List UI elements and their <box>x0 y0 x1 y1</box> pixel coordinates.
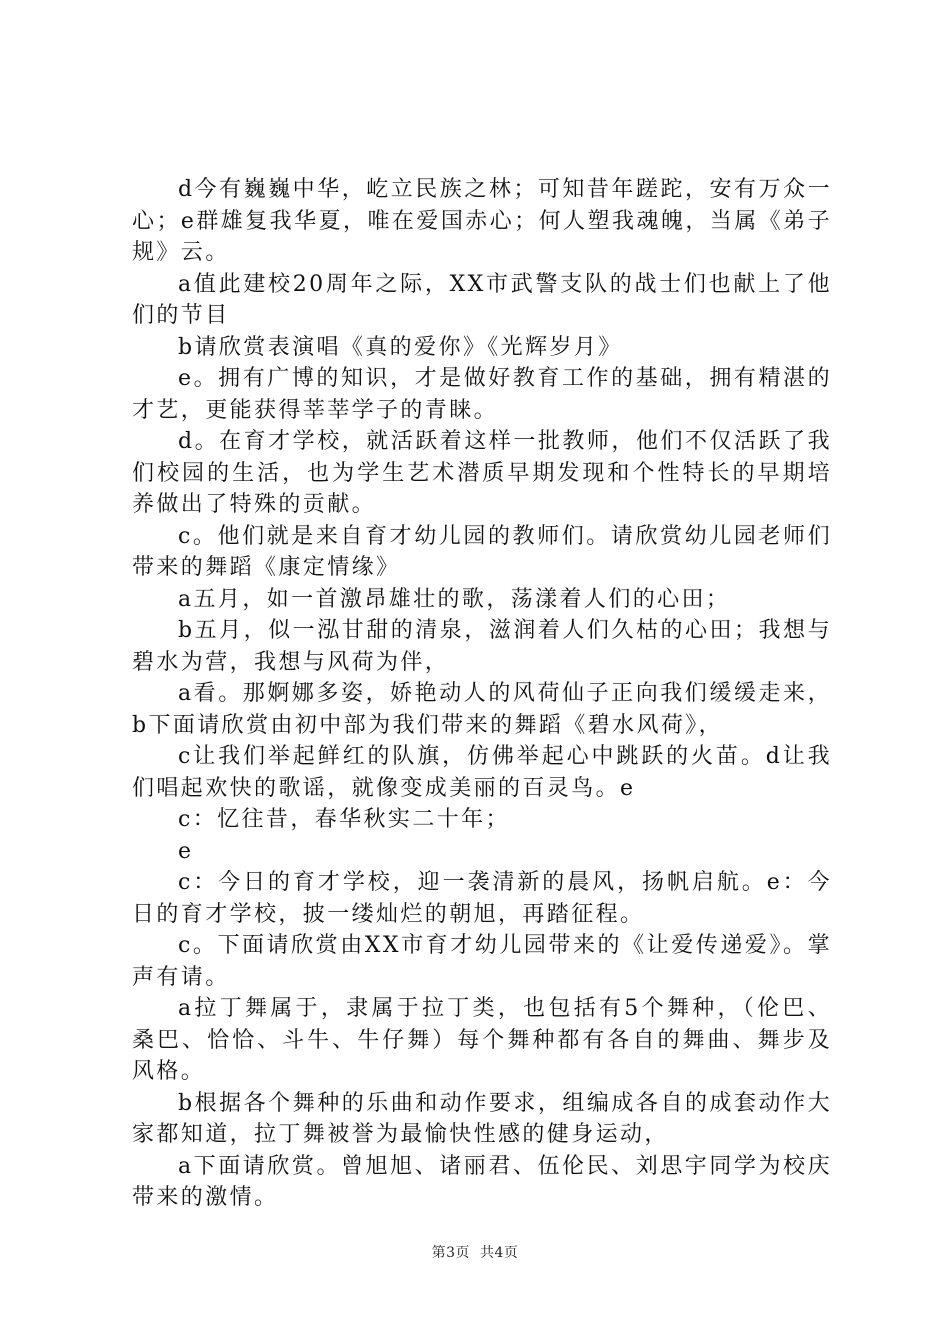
paragraph: a五月，如一首激昂雄壮的歌，荡漾着人们的心田； <box>178 586 731 612</box>
page-total: 共4页 <box>480 1245 519 1261</box>
paragraph: e <box>178 838 194 864</box>
paragraph: c。他们就是来自育才幼儿园的教师们。请欣赏幼儿园老师们带来的舞蹈《康定情缘》 <box>132 523 832 580</box>
paragraph: c：今日的育才学校，迎一袭清新的晨风，扬帆启航。e：今日的育才学校，披一缕灿烂的朝旭，再踏征程。 <box>132 870 832 927</box>
paragraph: c：忆往昔，春华秋实二十年； <box>178 807 510 832</box>
paragraph: b根据各个舞种的乐曲和动作要求，组编成各自的成套动作大家都知道，拉丁舞被誉为最愉快性感的健身运动， <box>132 1090 832 1147</box>
paragraph: b五月，似一泓甘甜的清泉，滋润着人们久枯的心田；我想与碧水为营，我想与风荷为伴， <box>132 618 832 675</box>
paragraph: a下面请欣赏。曾旭旭、诸丽君、伍伦民、刘思宇同学为校庆带来的激情。 <box>132 1153 832 1210</box>
page-footer <box>0 1242 950 1262</box>
paragraph: c让我们举起鲜红的队旗，仿佛举起心中跳跃的火苗。d让我们唱起欢快的歌谣，就像变成美丽的百灵鸟。e <box>132 744 832 801</box>
paragraph: b请欣赏表演唱《真的爱你》《光辉岁月》 <box>178 334 623 360</box>
paragraph: a值此建校20周年之际，XX市武警支队的战士们也献上了他们的节目 <box>132 271 832 328</box>
paragraph: e。拥有广博的知识，才是做好教育工作的基础，拥有精湛的才艺，更能获得莘莘学子的青睐。 <box>132 366 832 423</box>
page-number: 第3页 <box>431 1245 470 1261</box>
paragraph: a看。那婀娜多姿，娇艳动人的风荷仙子正向我们缓缓走来，b下面请欣赏由初中部为我们带来的舞蹈《碧水风荷》， <box>132 681 832 738</box>
paragraph: c。下面请欣赏由XX市育才幼儿园带来的《让爱传递爱》。掌声有请。 <box>132 933 832 990</box>
document-body <box>132 174 832 1214</box>
paragraph: d。在育才学校，就活跃着这样一批教师，他们不仅活跃了我们校园的生活，也为学生艺术潜质早期发现和个性特长的早期培养做出了特殊的贡献。 <box>132 429 832 517</box>
paragraph: d今有巍巍中华，屹立民族之林；可知昔年蹉跎，安有万众一心；e群雄复我华夏，唯在爱国赤心；何人塑我魂魄，当属《弟子规》云。 <box>132 177 832 265</box>
paragraph: a拉丁舞属于，隶属于拉丁类，也包括有5个舞种，（伦巴、桑巴、恰恰、斗牛、牛仔舞）每个舞种都有各自的舞曲、舞步及风格。 <box>132 996 832 1084</box>
